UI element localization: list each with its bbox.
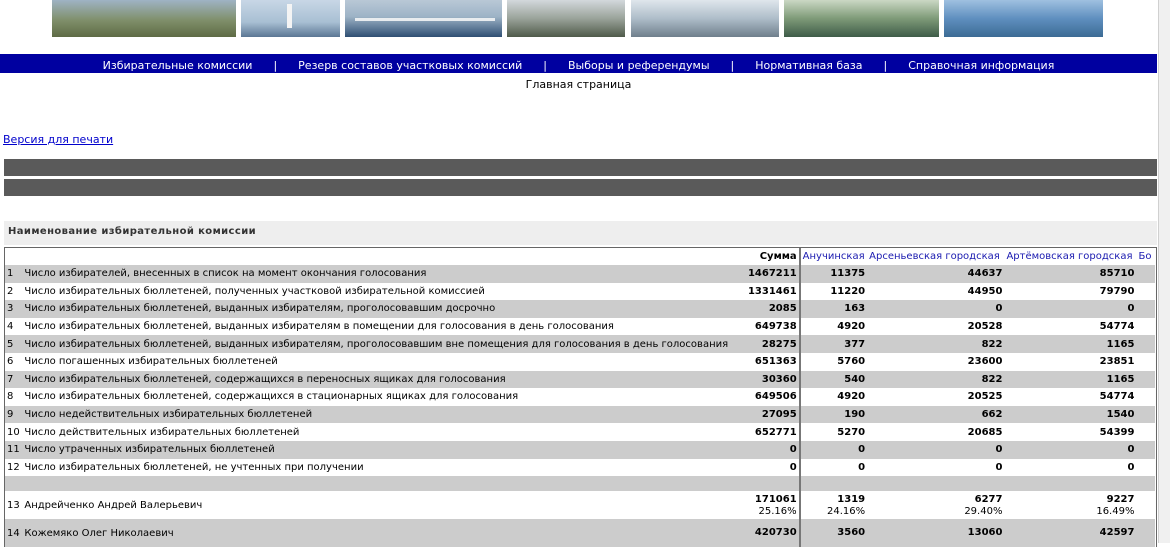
row-value: 0 xyxy=(867,441,1004,459)
row-label: Число избирательных бюллетеней, не учтенных при получении xyxy=(22,459,739,477)
row-value: 1165 xyxy=(1004,335,1136,353)
print-version-link[interactable]: Версия для печати xyxy=(3,133,114,146)
row-value: 662 xyxy=(867,406,1004,424)
row-value: 85710 xyxy=(1004,265,1136,283)
table-row xyxy=(5,318,1155,336)
row-index: 6 xyxy=(5,353,22,371)
candidate-votes: 9227 xyxy=(1106,493,1135,505)
row-label: Число избирателей, внесенных в список на момент окончания голосования xyxy=(22,265,739,283)
banner-photo-city xyxy=(944,0,1103,37)
table-row xyxy=(5,353,1155,371)
row-value-truncated xyxy=(1136,335,1155,353)
spacer-cell xyxy=(5,476,22,491)
breadcrumb-home[interactable]: Главная страница xyxy=(525,78,632,91)
row-value: 23851 xyxy=(1004,353,1136,371)
row-index: 8 xyxy=(5,388,22,406)
candidate-index: 14 xyxy=(5,519,22,547)
table-row xyxy=(5,283,1155,301)
row-label: Число избирательных бюллетеней, полученных участковой избирательной комиссией xyxy=(22,283,739,301)
table-row xyxy=(5,423,1155,441)
row-index: 2 xyxy=(5,283,22,301)
table-row xyxy=(5,300,1155,318)
nav-item-commissions[interactable]: Избирательные комиссии xyxy=(102,59,253,72)
table-row xyxy=(5,406,1155,424)
row-index: 3 xyxy=(5,300,22,318)
candidate-value-cell xyxy=(1004,491,1136,519)
spacer-cell xyxy=(739,476,799,491)
row-label: Число избирательных бюллетеней, содержащихся в переносных ящиках для голосования xyxy=(22,371,739,389)
row-value-truncated xyxy=(1136,300,1155,318)
candidate-sum: 171061 xyxy=(754,493,797,505)
candidate-sum-cell xyxy=(739,491,799,519)
table-row xyxy=(5,388,1155,406)
candidate-percent: 29.40% xyxy=(964,505,1003,517)
candidate-value-cell xyxy=(867,491,1004,519)
row-value: 377 xyxy=(800,335,867,353)
row-label: Число погашенных избирательных бюллетеней xyxy=(22,353,739,371)
row-value: 54774 xyxy=(1004,318,1136,336)
row-label: Число избирательных бюллетеней, содержащихся в стационарных ящиках для голосования xyxy=(22,388,739,406)
results-table-frame xyxy=(4,247,1157,547)
row-value: 0 xyxy=(1004,459,1136,477)
candidate-name: Андрейченко Андрей Валерьевич xyxy=(22,491,739,519)
row-value: 163 xyxy=(800,300,867,318)
row-value-truncated xyxy=(1136,406,1155,424)
candidate-value-cell xyxy=(800,491,867,519)
nav-separator: | xyxy=(273,59,278,72)
spacer-cell xyxy=(800,476,867,491)
nav-item-reference[interactable]: Справочная информация xyxy=(908,59,1055,72)
nav-separator: | xyxy=(543,59,548,72)
spacer-cell xyxy=(1136,476,1155,491)
candidate-row xyxy=(5,491,1155,519)
spacer-cell xyxy=(867,476,1004,491)
nav-separator: | xyxy=(883,59,888,72)
row-value: 4920 xyxy=(800,318,867,336)
row-value: 44637 xyxy=(867,265,1004,283)
row-value-truncated xyxy=(1136,423,1155,441)
row-value: 79790 xyxy=(1004,283,1136,301)
row-value: 11220 xyxy=(800,283,867,301)
row-value: 54399 xyxy=(1004,423,1136,441)
results-table xyxy=(5,248,1156,547)
nav-item-reserve[interactable]: Резерв составов участковых комиссий xyxy=(298,59,523,72)
row-sum: 651363 xyxy=(739,353,799,371)
row-sum: 28275 xyxy=(739,335,799,353)
row-sum: 27095 xyxy=(739,406,799,424)
candidate-votes: 3560 xyxy=(837,527,866,539)
row-value: 0 xyxy=(800,459,867,477)
nav-item-elections[interactable]: Выборы и референдумы xyxy=(568,59,710,72)
row-value: 20525 xyxy=(867,388,1004,406)
row-value: 0 xyxy=(867,459,1004,477)
candidate-votes: 13060 xyxy=(967,527,1003,539)
row-label: Число недействительных избирательных бюллетеней xyxy=(22,406,739,424)
row-index: 5 xyxy=(5,335,22,353)
row-value: 0 xyxy=(1004,441,1136,459)
candidate-votes: 1319 xyxy=(837,493,866,505)
row-value: 190 xyxy=(800,406,867,424)
row-sum: 1467211 xyxy=(739,265,799,283)
candidate-percent: 16.49% xyxy=(1096,505,1135,517)
header-commission-artem[interactable]: Артёмовская городская xyxy=(1004,248,1136,265)
header-banner xyxy=(0,0,1170,40)
nav-item-legal-base[interactable]: Нормативная база xyxy=(755,59,863,72)
section-header xyxy=(4,221,1157,245)
banner-photo-bay xyxy=(784,0,939,37)
row-value: 20528 xyxy=(867,318,1004,336)
row-sum: 0 xyxy=(739,459,799,477)
banner-photo-lighthouse xyxy=(241,0,340,37)
table-row xyxy=(5,335,1155,353)
row-sum: 649506 xyxy=(739,388,799,406)
row-index: 9 xyxy=(5,406,22,424)
row-sum: 649738 xyxy=(739,318,799,336)
row-value: 822 xyxy=(867,335,1004,353)
row-value: 5760 xyxy=(800,353,867,371)
row-value-truncated xyxy=(1136,283,1155,301)
row-index: 12 xyxy=(5,459,22,477)
window-scrollbar[interactable] xyxy=(1158,0,1170,543)
table-row xyxy=(5,265,1155,283)
candidate-index: 13 xyxy=(5,491,22,519)
candidate-sum: 420730 xyxy=(754,527,797,539)
row-value: 1540 xyxy=(1004,406,1136,424)
row-value: 20685 xyxy=(867,423,1004,441)
row-label: Число избирательных бюллетеней, выданных избирателям в помещении для голосования в день голосования xyxy=(22,318,739,336)
header-commission-arsenyev[interactable]: Арсеньевская городская xyxy=(867,248,1004,265)
row-value: 44950 xyxy=(867,283,1004,301)
row-value: 540 xyxy=(800,371,867,389)
table-row xyxy=(5,459,1155,477)
row-sum: 652771 xyxy=(739,423,799,441)
row-value: 54774 xyxy=(1004,388,1136,406)
row-label: Число действительных избирательных бюллетеней xyxy=(22,423,739,441)
candidate-votes: 42597 xyxy=(1099,527,1135,539)
row-sum: 1331461 xyxy=(739,283,799,301)
candidate-sum-percent: 25.16% xyxy=(758,505,797,517)
header-index xyxy=(5,248,22,265)
row-value: 11375 xyxy=(800,265,867,283)
header-name xyxy=(22,248,739,265)
row-value: 23600 xyxy=(867,353,1004,371)
row-index: 10 xyxy=(5,423,22,441)
row-value: 5270 xyxy=(800,423,867,441)
nav-separator: | xyxy=(730,59,735,72)
row-value: 0 xyxy=(1004,300,1136,318)
row-value-truncated xyxy=(1136,318,1155,336)
spacer-cell xyxy=(22,476,739,491)
row-sum: 0 xyxy=(739,441,799,459)
header-sum: Сумма xyxy=(739,248,799,265)
row-label: Число утраченных избирательных бюллетеней xyxy=(22,441,739,459)
header-bar-1 xyxy=(4,159,1157,176)
row-value-truncated xyxy=(1136,353,1155,371)
candidate-name: Кожемяко Олег Николаевич xyxy=(22,519,739,547)
row-value-truncated xyxy=(1136,265,1155,283)
row-label: Число избирательных бюллетеней, выданных избирателям, проголосовавшим досрочно xyxy=(22,300,739,318)
candidate-percent: 24.16% xyxy=(827,505,866,517)
header-commission-truncated[interactable]: Бо xyxy=(1136,248,1155,265)
header-commission-anuchino[interactable]: Анучинская xyxy=(800,248,867,265)
row-label: Число избирательных бюллетеней, выданных избирателям, проголосовавшим вне помещения для голосования в день голосования xyxy=(22,335,739,353)
row-index: 7 xyxy=(5,371,22,389)
table-header-row xyxy=(5,248,1155,265)
banner-photo-building xyxy=(507,0,625,37)
header-bar-2 xyxy=(4,179,1157,196)
row-value: 0 xyxy=(800,441,867,459)
table-row xyxy=(5,441,1155,459)
banner-photo-coast xyxy=(631,0,779,37)
main-nav xyxy=(0,54,1157,73)
row-value: 0 xyxy=(867,300,1004,318)
spacer-cell xyxy=(1004,476,1136,491)
row-value: 4920 xyxy=(800,388,867,406)
row-value-truncated xyxy=(1136,388,1155,406)
candidate-value-truncated xyxy=(1136,491,1155,519)
row-sum: 2085 xyxy=(739,300,799,318)
row-value: 1165 xyxy=(1004,371,1136,389)
row-index: 1 xyxy=(5,265,22,283)
banner-photo-bridge xyxy=(345,0,502,37)
section-title: Наименование избирательной комиссии xyxy=(8,226,257,237)
table-row xyxy=(5,371,1155,389)
row-value-truncated xyxy=(1136,371,1155,389)
candidate-votes: 6277 xyxy=(974,493,1003,505)
row-index: 4 xyxy=(5,318,22,336)
row-value-truncated xyxy=(1136,441,1155,459)
row-index: 11 xyxy=(5,441,22,459)
row-value-truncated xyxy=(1136,459,1155,477)
banner-photo-monument xyxy=(52,0,236,37)
row-value: 822 xyxy=(867,371,1004,389)
table-spacer-row xyxy=(5,476,1155,491)
row-sum: 30360 xyxy=(739,371,799,389)
